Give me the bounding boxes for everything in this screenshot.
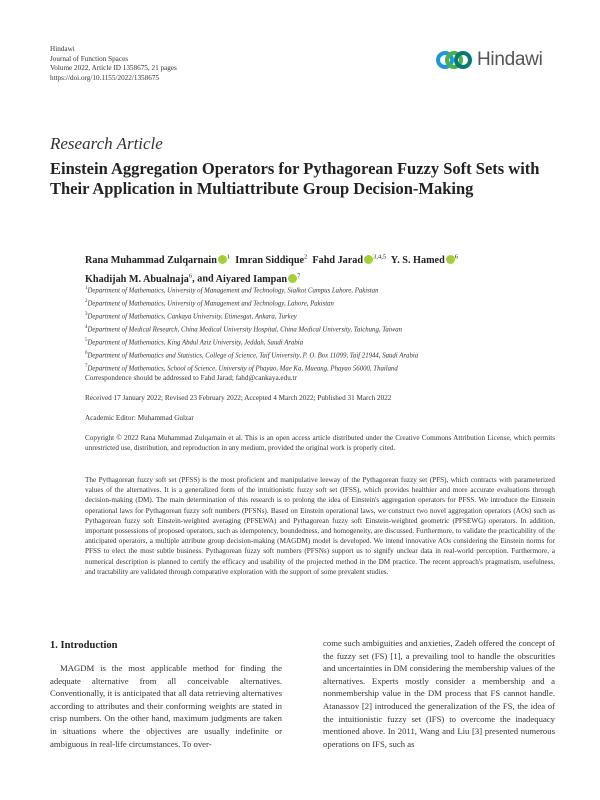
affiliation-number: 1	[85, 286, 88, 291]
affiliation-number: 7	[85, 363, 88, 369]
author-affiliation-number: 7	[297, 272, 301, 280]
author-name: Khadijah M. Abualnaja	[85, 273, 189, 285]
orcid-icon[interactable]	[288, 274, 297, 283]
affiliation-text: Department of Mathematics, University of Management and Technology, Lahore, Pakistan	[87, 300, 334, 308]
author-affiliation-number: 6	[188, 272, 193, 280]
orcid-icon[interactable]	[218, 255, 227, 264]
intro-column-right: come such ambiguities and anxieties, Zadeh offered the concept of the fuzzy set (FS) [1], a prevailing tool to handle the obscurities and uncertainties in DM considering the membership values of the alternatives. Experts mostly consider a membership and a nonmembership value in the DM process that FS cannot handle. Atanassov [2] introduced the generalization of the FS, the idea of the intuitionistic fuzzy set (IFS) to overcome the inadequacy mentioned above. In 2011, Wang and Liu [3] presented numerous operations on IFS, such as	[323, 638, 555, 749]
affiliation-text: Department of Mathematics and Statistics, College of Science, Taif University, P. O. Box 11099, Taif 21944, Saudi Arabia	[87, 352, 419, 360]
section-heading-introduction: 1. Introduction	[50, 640, 118, 651]
hindawi-logo[interactable]	[436, 48, 543, 72]
author-list: Rana Muhammad Zulqarnain $^1$ Imran Siddique$^2$ Fahd Jarad $^{3,4,5}$ Y. S. Hamed $^6$ Khadijah M. Abualnaja$^6$, and Aiyared Iampan $^7$	[85, 254, 458, 285]
academic-editor: Academic Editor: Muhammad Gulzar	[85, 414, 194, 422]
abstract: The Pythagorean fuzzy soft set (PFSS) is the most proficient and manipulative leeway of the Pythagorean fuzzy set (PFS), which contracts with parameterized values of the alternatives. It is a generalized form of the intuitionistic fuzzy soft set (IFSS), which provides healthier and more accurate evaluations through decision-making (DM). The main determination of this research is to prolong the idea of Einstein's aggregation operators for PFSS. We introduce the Einstein operational laws for Pythagorean fuzzy soft numbers (PFSNs). Based on Einstein operational laws, we construct two novel aggregation operators (AOs) such as Pythagorean fuzzy soft Einstein-weighted averaging (PFSEWA) and Pythagorean fuzzy soft Einstein-weighted geometric (PFSEWG) operators. In addition, important possessions of proposed operators, such as idempotency, boundedness, and homogeneity, are discussed. Furthermore, to validate the practicability of the anticipated operators, a multiple attribute group decision-making (MAGDM) model is developed. We intend innovative AOs considering the Einstein norms for PFSS to elect the most subtle business. Pythagorean fuzzy soft numbers (PFSNs) support us to signify unclear data in real-world perception. Furthermore, a numerical description is planned to certify the efficacy and usability of the projected method in the DM practice. The recent approach's pragmatism, usefulness, and tractability are validated through comparative exploration with the support of some prevalent studies.	[85, 476, 555, 576]
author-name: Y. S. Hamed	[390, 255, 445, 267]
license-text: Copyright © 2022 Rana Muhammad Zulqarnain et al. This is an open access article distributed under the Creative Commons Attribution License, which permits unrestricted use, distribution, and reproduction in any medium, provided the original work is properly cited.	[85, 434, 555, 453]
publisher-name: Hindawi	[50, 45, 75, 53]
author-affiliation-number: 6	[454, 254, 458, 261]
affiliation-number: 6	[85, 350, 88, 356]
hindawi-logo-icon	[436, 48, 472, 72]
affiliation	[85, 297, 555, 310]
doi-link[interactable]: https://doi.org/10.1155/2022/1358675	[50, 73, 160, 82]
volume-line: Volume 2022, Article ID 1358675, 21 pages	[50, 64, 177, 73]
journal-meta	[50, 45, 177, 83]
affiliation	[85, 349, 555, 362]
affiliation	[85, 336, 555, 349]
publication-dates: Received 17 January 2022; Revised 23 February 2022; Accepted 4 March 2022; Published 31 March 2022	[85, 394, 392, 402]
orcid-icon[interactable]	[446, 255, 455, 264]
affiliation-number: 2	[85, 298, 88, 304]
author-name: Fahd Jarad	[312, 255, 364, 267]
affiliation-number: 3	[85, 311, 88, 317]
affiliation	[85, 284, 555, 297]
logo-text: Hindawi	[477, 49, 543, 70]
affiliation-text: Department of Mathematics, School of Science, University of Phayao, Mae Ka, Mueang, Phayao 56000, Thailand	[87, 365, 398, 373]
affiliation-number: 4	[85, 324, 88, 330]
author	[235, 255, 307, 266]
affiliation-text: Department of Medical Research, China Medical University Hospital, China Medical University, Taichung, Taiwan	[87, 326, 403, 334]
affiliation-list	[85, 284, 555, 375]
orcid-icon[interactable]	[364, 255, 373, 264]
affiliation	[85, 310, 555, 323]
intro-column-left: MAGDM is the most applicable method for finding the adequate alternative from all conceivable alternatives. Conventionally, it is anticipated that all data retrieving alternatives according to attributes and their conforming weights are stated in crisp numbers. On the other hand, maximum judgments are taken in situations where the objectives are usually indefinite or ambiguous in real-life circumstances. To over-	[50, 663, 282, 749]
correspondence: Correspondence should be addressed to Fahd Jarad; fahd@cankaya.edu.tr	[85, 374, 297, 382]
affiliation	[85, 323, 555, 336]
affiliation-text: Department of Mathematics, University of Management and Technology, Sialkot Campus Lahore, Pakistan	[87, 287, 379, 295]
article-type: Research Article	[50, 134, 163, 153]
author-name: Aiyared Iampan	[215, 273, 288, 285]
author	[85, 255, 230, 266]
author-affiliation-number: 3,4,5	[373, 254, 387, 261]
paper-title: Einstein Aggregation Operators for Pythagorean Fuzzy Soft Sets with Their Application in Multiattribute Group Decision-Making	[50, 159, 540, 198]
affiliation-text: Department of Mathematics, Cankaya University, Etimesgut, Ankara, Turkey	[87, 313, 297, 321]
author-name: Imran Siddique	[235, 255, 305, 267]
author-name: Rana Muhammad Zulqarnain	[85, 255, 217, 267]
author	[391, 255, 458, 266]
author-affiliation-number: 2	[304, 254, 308, 261]
affiliation-number: 5	[85, 337, 88, 343]
affiliation-text: Department of Mathematics, King Abdul Aziz University, Jeddah, Saudi Arabia	[87, 339, 304, 347]
author-affiliation-number: 1	[226, 254, 231, 261]
journal-name: Journal of Function Spaces	[50, 54, 129, 63]
author	[312, 255, 386, 266]
